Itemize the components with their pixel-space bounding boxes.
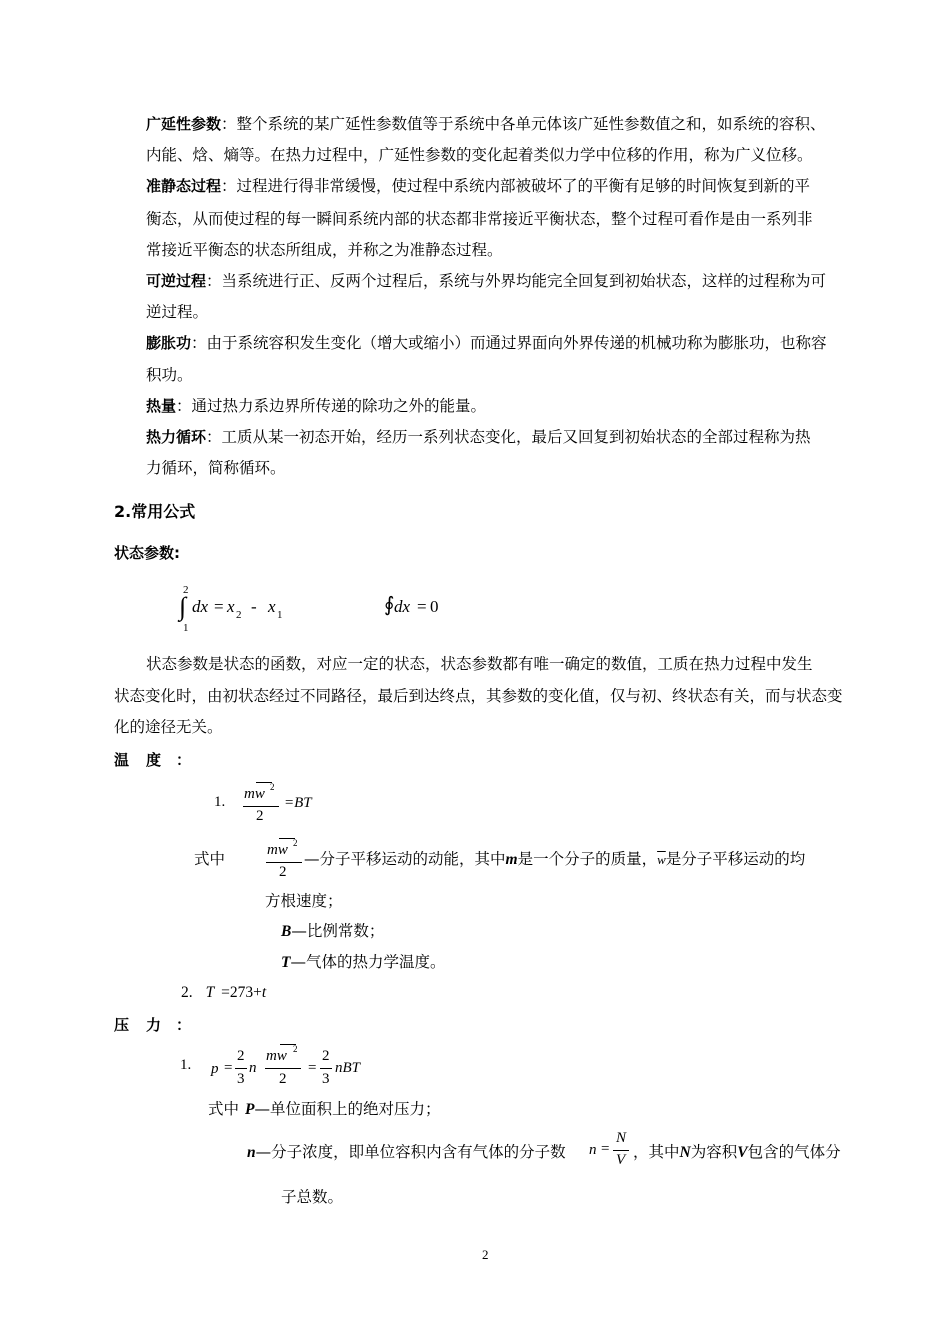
definition-text: 内能、焓、熵等。在热力过程中，广延性参数的变化起着类似力学中位移的作用，称为广义位移。 <box>146 146 813 164</box>
desc-text: 子总数。 <box>281 1188 344 1206</box>
variable-x1: x <box>268 597 276 616</box>
fraction-denominator: 2 <box>256 808 264 824</box>
definition-heat <box>146 391 886 422</box>
variable-p-upper: P <box>245 1101 255 1118</box>
paragraph-text: 状态变化时，由初状态经过不同路径，最后到达终点，其参数的变化值，仅与初、终状态有关，而与状态变 <box>114 687 843 705</box>
state-params-paragraph <box>146 649 886 680</box>
zero-value: 0 <box>430 597 439 616</box>
definition-text-cont <box>146 297 886 328</box>
heading-char: ： <box>176 751 192 769</box>
definition-sep: ： <box>221 177 237 195</box>
definition-sep: ： <box>191 334 207 352</box>
state-params-paragraph-cont <box>114 681 884 712</box>
desc-text: 是分子平移运动的均 <box>665 850 806 868</box>
superscript: 2 <box>293 838 298 848</box>
fraction-numerator: N <box>616 1130 627 1146</box>
variable-n: n <box>589 1142 597 1158</box>
concentration-line <box>247 1128 887 1176</box>
definition-text: 过程进行得非常缓慢，使过程中系统内部被破坏了的平衡有足够的时间恢复到新的平 <box>236 177 811 195</box>
desc-text: —气体的热力学温度。 <box>290 953 446 971</box>
definition-text: 整个系统的某广延性参数值等于系统中各单元体该广延性参数值之和，如系统的容积、 <box>236 115 826 133</box>
desc-text: —比例常数； <box>291 922 385 940</box>
definition-text: 由于系统容积发生变化（增大或缩小）而通过界面向外界传递的机械功称为膨胀功，也称容 <box>206 334 827 352</box>
definition-term: 广延性参数 <box>146 115 222 133</box>
heading-char: ： <box>176 1016 192 1034</box>
fraction-numerator: mw <box>267 842 288 858</box>
formula-rhs: =BT <box>284 795 312 811</box>
definition-expansion-work <box>146 328 886 359</box>
where-label: 式中 <box>194 850 226 868</box>
definition-text-cont <box>146 204 886 235</box>
fraction-denominator: 2 <box>279 1071 287 1087</box>
fraction-denominator: V <box>616 1152 626 1168</box>
subscript-1: 1 <box>277 609 283 621</box>
definition-term: 准静态过程 <box>146 177 222 195</box>
definition-text: 力循环，简称循环。 <box>146 459 286 477</box>
integral-body: dx <box>394 597 411 616</box>
definition-term: 可逆过程 <box>146 272 207 290</box>
definition-text: 常接近平衡态的状态所组成，并称之为准静态过程。 <box>146 241 503 259</box>
concentration-desc <box>247 1140 566 1162</box>
heading-char: 压 <box>114 1016 130 1034</box>
superscript: 2 <box>293 1044 298 1054</box>
fraction-denominator: 3 <box>237 1071 245 1087</box>
state-params-heading: 状态参数: <box>114 544 180 562</box>
pressure-formula-1 <box>180 1040 400 1092</box>
definition-term: 热量 <box>146 397 177 415</box>
variable-n: n <box>247 1144 256 1161</box>
fraction-denominator: 2 <box>279 864 287 880</box>
variable-w: $\overline{w}$ <box>657 852 666 867</box>
definition-sep: ： <box>206 272 222 290</box>
subscript-2: 2 <box>236 609 242 621</box>
temperature-t-line <box>281 947 445 978</box>
definition-text-cont <box>146 140 886 171</box>
variable-t-upper: T <box>205 984 215 1001</box>
formula-number: 1. <box>214 794 226 810</box>
minus-sign: - <box>251 597 257 616</box>
variable-t-lower: t <box>261 984 267 1001</box>
definition-reversible <box>146 266 886 297</box>
desc-text: 为容积 <box>690 1143 738 1161</box>
concentration-line-cont <box>281 1182 343 1213</box>
variable-t: T <box>281 954 291 971</box>
temperature-formula-2 <box>181 980 341 1004</box>
definition-text: 逆过程。 <box>146 303 209 321</box>
definition-thermo-cycle <box>146 422 886 453</box>
desc-text: 方根速度； <box>265 892 343 910</box>
where-label: 式中 <box>208 1100 240 1118</box>
formula-number: 2. <box>181 984 193 1001</box>
integral-lower-limit: 1 <box>183 622 189 634</box>
definition-quasistatic <box>146 171 886 202</box>
contour-integral-icon: ∮ <box>384 594 395 616</box>
constant-b-line <box>281 916 384 947</box>
definition-text: 当系统进行正、反两个过程后，系统与外界均能完全回复到初始状态，这样的过程称为可 <box>221 272 827 290</box>
heading-char: 度 <box>146 751 162 769</box>
definition-text: 工质从某一初态开始，经历一系列状态变化，最后又回复到初始状态的全部过程称为热 <box>221 428 811 446</box>
fraction-denominator: 3 <box>322 1071 330 1087</box>
desc-text: ，其中 <box>633 1143 680 1161</box>
kinetic-energy-desc <box>304 847 805 869</box>
section-title: 2.常用公式 <box>114 502 196 521</box>
state-params-paragraph-cont <box>114 712 884 743</box>
definition-text: 通过热力系边界所传递的除功之外的能量。 <box>191 397 487 415</box>
heading-char: 温 <box>114 751 130 769</box>
desc-text: —分子浓度，即单位容积内含有气体的分子数 <box>255 1143 566 1161</box>
variable-n: n <box>249 1060 257 1076</box>
where-clause-cont <box>265 886 343 917</box>
equals-sign: = <box>224 1060 233 1076</box>
formula-number: 1. <box>180 1057 192 1073</box>
concentration-desc-2 <box>633 1140 841 1162</box>
desc-text: —分子平移运动的动能，其中 <box>304 850 506 868</box>
fraction-numerator: mw <box>266 1048 287 1064</box>
fraction-bar <box>266 862 302 863</box>
fraction-bar <box>235 1068 247 1069</box>
desc-text: 是一个分子的质量， <box>517 850 658 868</box>
integral-upper-limit: 2 <box>183 584 189 596</box>
desc-text: —单位面积上的绝对压力； <box>254 1100 441 1118</box>
paragraph-text: 状态参数是状态的函数，对应一定的状态，状态参数都有唯一确定的数值，工质在热力过程中发生 <box>146 655 813 673</box>
fraction-bar <box>320 1068 332 1069</box>
heading-char: 力 <box>146 1016 162 1034</box>
fraction-bar <box>265 1068 301 1069</box>
definition-text-cont <box>146 235 886 266</box>
equals-sign: = <box>601 1141 610 1157</box>
equals-sign: = <box>417 597 427 616</box>
definition-extensive-params <box>146 109 886 140</box>
variable-m: m <box>505 851 518 868</box>
definition-sep: ： <box>221 115 237 133</box>
fraction-numerator: mw <box>244 786 265 802</box>
integral-formula-1 <box>178 584 318 636</box>
integral-body: dx <box>192 597 209 616</box>
definition-text-cont <box>146 453 886 484</box>
definition-term: 热力循环 <box>146 428 207 446</box>
variable-b: B <box>281 923 292 940</box>
formula-rest: =273+ <box>221 984 262 1001</box>
formula-tail: nBT <box>335 1060 361 1076</box>
definition-text: 衡态，从而使过程的每一瞬间系统内部的状态都非常接近平衡状态，整个过程可看作是由一系列非 <box>146 210 813 228</box>
integral-sign-icon: ∫ <box>179 592 187 621</box>
where-clause <box>194 834 894 884</box>
equals-sign: = <box>214 597 224 616</box>
definition-sep: ： <box>206 428 222 446</box>
variable-x2: x <box>227 597 235 616</box>
paragraph-text: 化的途径无关。 <box>114 718 223 736</box>
fraction-bar <box>243 806 279 807</box>
pressure-where-line <box>208 1094 441 1125</box>
superscript: 2 <box>270 782 275 792</box>
fraction-bar <box>613 1150 629 1151</box>
integral-formula-2 <box>384 590 464 626</box>
variable-p: p <box>211 1061 219 1077</box>
page-number: 2 <box>482 1247 489 1262</box>
variable-v: V <box>737 1144 748 1161</box>
fraction-numerator: 2 <box>237 1048 245 1064</box>
definition-text: 积功。 <box>146 366 193 384</box>
definition-text-cont <box>146 360 886 391</box>
equals-sign: = <box>308 1060 317 1076</box>
fraction-numerator: 2 <box>322 1048 330 1064</box>
variable-n-upper: N <box>679 1144 691 1161</box>
definition-sep: ： <box>176 397 192 415</box>
definition-term: 膨胀功 <box>146 334 192 352</box>
desc-text: 包含的气体分 <box>747 1143 841 1161</box>
temperature-formula-1 <box>214 778 354 828</box>
